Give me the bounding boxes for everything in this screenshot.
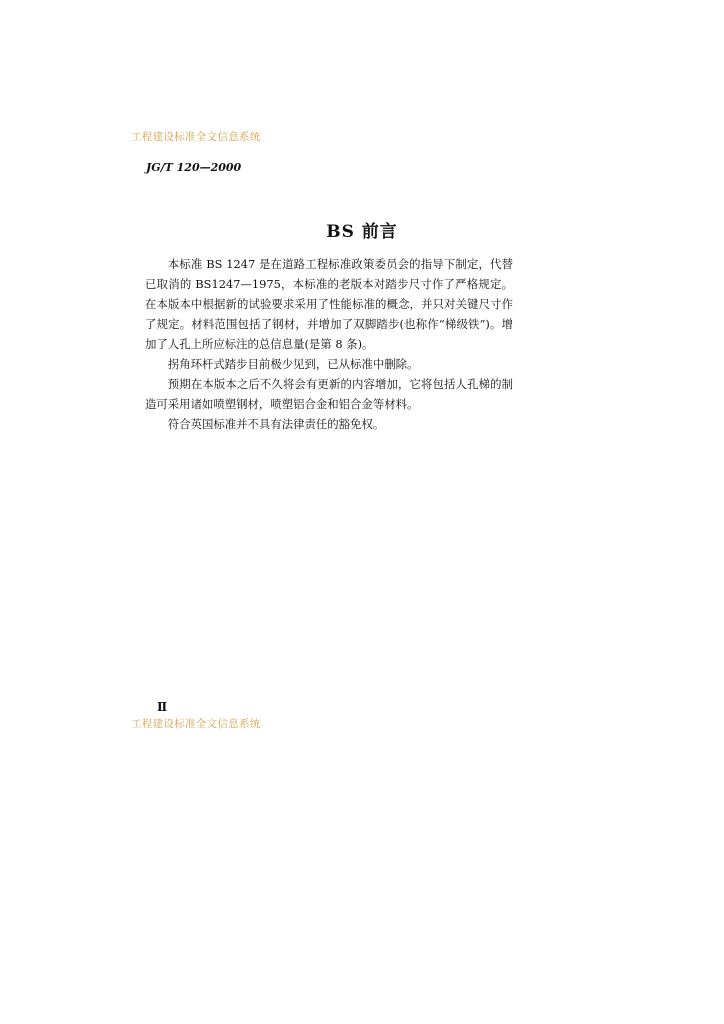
document-body xyxy=(145,254,513,434)
standard-code: JG/T 120—2000 xyxy=(146,161,242,174)
watermark-bottom: 工程建设标准全文信息系统 xyxy=(131,718,261,730)
watermark-top: 工程建设标准全文信息系统 xyxy=(131,131,261,143)
page-number: Ⅱ xyxy=(157,700,168,714)
paragraph: 预期在本版本之后不久将会有更新的内容增加，它将包括人孔梯的制造可采用诸如喷塑钢材，喷塑铝合金和铝合金等材料。 xyxy=(145,377,513,411)
paragraph: 本标准 BS 1247 是在道路工程标准政策委员会的指导下制定，代替已取消的 BS1247—1975，本标准的老版本对踏步尺寸作了严格规定。在本版本中根据新的试验要求采用了性能标准的概念，并只对关键尺寸作了规定。材料范围包括了钢材，并增加了双脚踏步(也称作“梯级铁”)。增加了人孔上所应标注的总信息量(是第 8 条)。 xyxy=(145,257,513,351)
paragraph: 符合英国标准并不具有法律责任的豁免权。 xyxy=(167,417,385,431)
page-title: BS 前言 xyxy=(326,222,398,242)
paragraph: 拐角环杆式踏步目前极少见到，已从标准中删除。 xyxy=(167,357,419,371)
